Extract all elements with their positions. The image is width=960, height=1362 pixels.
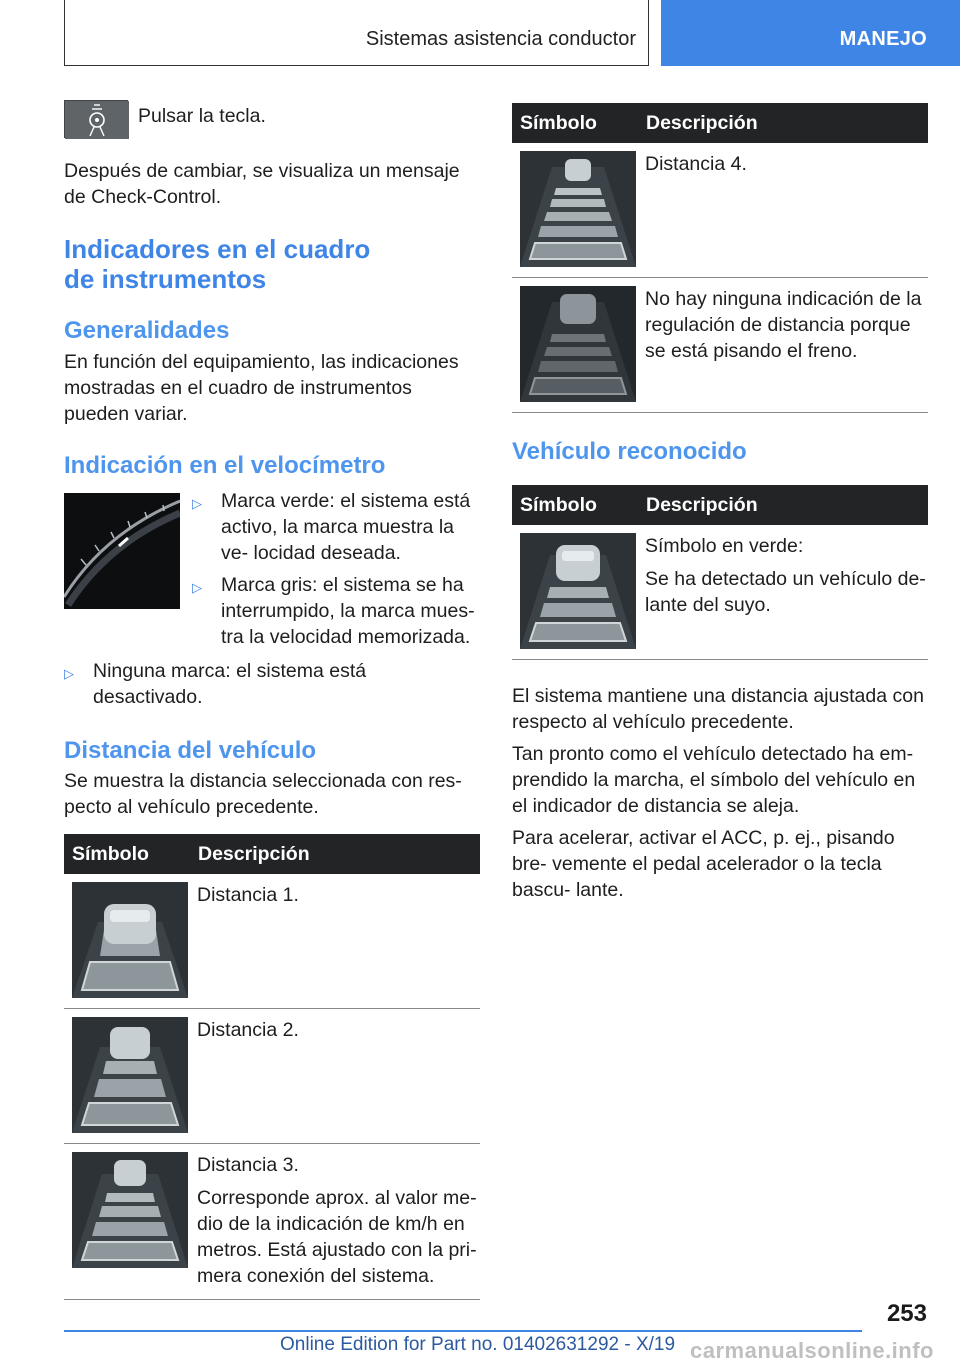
vehicle-recognized-icon [520,533,636,649]
table-header [64,834,480,874]
desc-cell [188,1009,480,1144]
distance-table-continued [512,103,928,413]
desc-text: Distancia 4. [645,153,747,175]
table-row [512,525,928,660]
col-symbol: Símbolo [512,485,636,525]
speedometer-image [64,493,180,609]
triangle-right-icon: ▷ [192,496,202,511]
symbol-cell [512,278,636,413]
heading-indicators-line2: de instrumentos [64,264,267,294]
distance-2-icon [72,1017,188,1133]
list-item [192,488,480,566]
header-section-box [661,0,960,66]
list-item-text: Marca gris: el sistema se ha interrumpido, la marca mues‐ tra la velocidad memorizada. [221,574,475,648]
symbol-cell [64,874,188,1009]
distance-4-icon [520,151,636,267]
general-text: En función del equipamiento, las indicaciones mostradas en el cuadro de instrumentos pueden variar. [64,351,459,425]
symbol-cell [512,143,636,278]
desc-text: Distancia 2. [197,1019,299,1041]
list-item-text: Marca verde: el sistema está activo, la marca muestra la ve‐ locidad deseada. [221,490,471,564]
speedometer-list [192,488,480,650]
col-desc: Descripción [636,103,928,143]
desc-cell [188,1144,480,1300]
col-desc: Descripción [636,485,928,525]
col-desc: Descripción [188,834,480,874]
brake-distance-icon [520,286,636,402]
table-row [64,874,480,1009]
speedometer-section [64,490,480,650]
col-symbol: Símbolo [64,834,188,874]
list-item-text: Ninguna marca: el sistema está desactivado. [93,660,367,708]
list-item [64,658,480,710]
desc-cell [636,525,928,660]
symbol-cell [64,1144,188,1300]
triangle-right-icon: ▷ [64,666,74,681]
edition-text: Online Edition for Part no. 01402631292 - X/19 [280,1334,676,1355]
desc-text: Distancia 1. [197,884,299,906]
distance-table [64,834,480,1300]
recognized-table [512,485,928,660]
symbol-cell [512,525,636,660]
heading-recognized: Vehículo reconocido [512,438,747,465]
desc-text: No hay ninguna indicación de la regulación de distancia porque se está pisando el freno. [645,288,922,362]
header-chapter-box [64,0,649,66]
key-text: Pulsar la tecla. [138,105,266,127]
chapter-title: Sistemas asistencia conductor [365,28,636,50]
para-2: Tan pronto como el vehículo detectado ha em‐ prendido la marcha, el símbolo del vehículo en el indicador de distancia se aleja. [512,743,916,817]
table-header [512,485,928,525]
heading-general: Generalidades [64,317,230,344]
symbol-cell [64,1009,188,1144]
distance-text: Se muestra la distancia seleccionada con res‐ pecto al vehículo precedente. [64,770,462,818]
col-symbol: Símbolo [512,103,636,143]
footer-divider [64,1330,862,1332]
desc-text: Símbolo en verde: [645,535,804,557]
right-column [512,103,928,903]
no-mark-list [64,658,480,710]
list-item [192,572,480,650]
desc-extra-text: Corresponde aprox. al valor me‐ dio de la indicación de km/h en metros. Está ajustado con la pri‐ mera conexión del sistema. [197,1187,477,1287]
distance-3-icon [72,1152,188,1268]
desc-text: Distancia 3. [197,1154,299,1176]
acc-distance-key-icon [64,100,128,138]
para-1: El sistema mantiene una distancia ajustada con respecto al vehículo precedente. [512,685,924,733]
table-row [64,1144,480,1300]
desc-cell [636,143,928,278]
desc-cell [636,278,928,413]
table-row [64,1009,480,1144]
key-instruction [64,100,480,138]
after-change-text: Después de cambiar, se visualiza un mensaje de Check-Control. [64,160,460,208]
desc-cell [188,874,480,1009]
table-row [512,278,928,413]
heading-indicators [64,234,480,294]
heading-distance: Distancia del vehículo [64,737,317,764]
watermark: carmanualsonline.info [690,1338,934,1362]
distance-1-icon [72,882,188,998]
page-number: 253 [886,1300,927,1327]
desc-extra-text: Se ha detectado un vehículo de‐ lante del suyo. [645,568,926,616]
table-row [512,143,928,278]
heading-indicators-line1: Indicadores en el cuadro [64,234,371,264]
table-header [512,103,928,143]
heading-speedometer: Indicación en el velocímetro [64,452,386,479]
section-title: MANEJO [839,28,927,50]
left-column [64,100,480,1300]
triangle-right-icon: ▷ [192,580,202,595]
para-3: Para acelerar, activar el ACC, p. ej., pisando bre‐ vemente el pedal acelerador o la tecla bascu‐ lante. [512,827,895,901]
